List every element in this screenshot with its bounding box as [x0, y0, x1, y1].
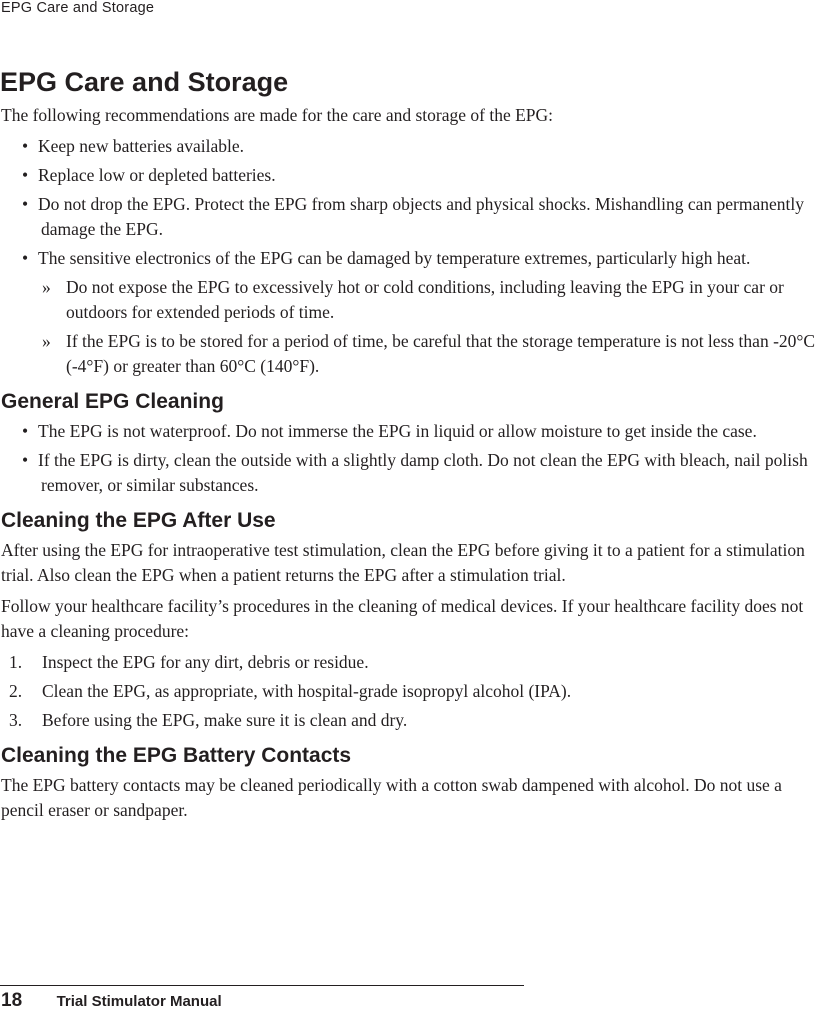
- page-number: 18: [1, 990, 23, 1011]
- list-item: • If the EPG is dirty, clean the outside with a slightly damp cloth. Do not clean the EPG with bleach, nail polish remover, or similar substances.: [0, 448, 820, 498]
- step-text: Clean the EPG, as appropriate, with hospital-grade isopropyl alcohol (IPA).: [42, 681, 572, 701]
- cleaning-steps: [0, 650, 820, 733]
- battery-contacts-paragraph: The EPG battery contacts may be cleaned periodically with a cotton swab dampened with alcohol. Do not use a pencil eraser or sandpaper.: [1, 775, 782, 820]
- temperature-sublist: [0, 275, 820, 379]
- step-text: Before using the EPG, make sure it is clean and dry.: [42, 710, 408, 730]
- step-item: [0, 679, 820, 704]
- care-list: [0, 134, 820, 271]
- list-item: • Keep new batteries available.: [0, 134, 820, 159]
- after-use-paragraph: After using the EPG for intraoperative test stimulation, clean the EPG before giving it to a patient for a stimulation trial. Also clean the EPG when a patient returns the EPG after a stimulation trial.: [1, 540, 805, 585]
- running-header: EPG Care and Storage: [1, 0, 155, 16]
- step-number: 2.: [9, 681, 23, 701]
- list-item: • The EPG is not waterproof. Do not immerse the EPG in liquid or allow moisture to get inside the case.: [0, 419, 820, 444]
- step-number: 1.: [9, 652, 23, 672]
- step-item: [0, 708, 820, 733]
- general-cleaning-heading: General EPG Cleaning: [1, 390, 224, 413]
- step-text: Inspect the EPG for any dirt, debris or residue.: [42, 652, 369, 672]
- facility-procedure-paragraph: Follow your healthcare facility’s procedures in the cleaning of medical devices. If your healthcare facility does not have a cleaning procedure:: [1, 596, 804, 641]
- step-item: [0, 650, 820, 675]
- after-use-heading: Cleaning the EPG After Use: [1, 509, 276, 532]
- step-number: 3.: [9, 710, 23, 730]
- page-content: [0, 62, 820, 829]
- list-item: • Replace low or depleted batteries.: [0, 163, 820, 188]
- list-item: • Do not drop the EPG. Protect the EPG from sharp objects and physical shocks. Mishandling can permanently damage the EPG.: [0, 192, 820, 242]
- battery-contacts-heading: Cleaning the EPG Battery Contacts: [1, 744, 352, 767]
- sub-list-item: » Do not expose the EPG to excessively hot or cold conditions, including leaving the EPG in your car or outdoors for extended periods of time.: [0, 275, 820, 325]
- general-cleaning-list: [0, 419, 820, 498]
- list-item: • The sensitive electronics of the EPG can be damaged by temperature extremes, particularly high heat.: [0, 246, 820, 271]
- footer-divider: [0, 985, 524, 986]
- manual-title: Trial Stimulator Manual: [56, 993, 222, 1010]
- intro-paragraph: The following recommendations are made for the care and storage of the EPG:: [1, 105, 554, 125]
- sub-list-item: » If the EPG is to be stored for a period of time, be careful that the storage temperature is not less than -20°C (-4°F) or greater than 60°C (140°F).: [0, 329, 820, 379]
- page-title: EPG Care and Storage: [0, 67, 289, 97]
- page-footer: [1, 990, 222, 1012]
